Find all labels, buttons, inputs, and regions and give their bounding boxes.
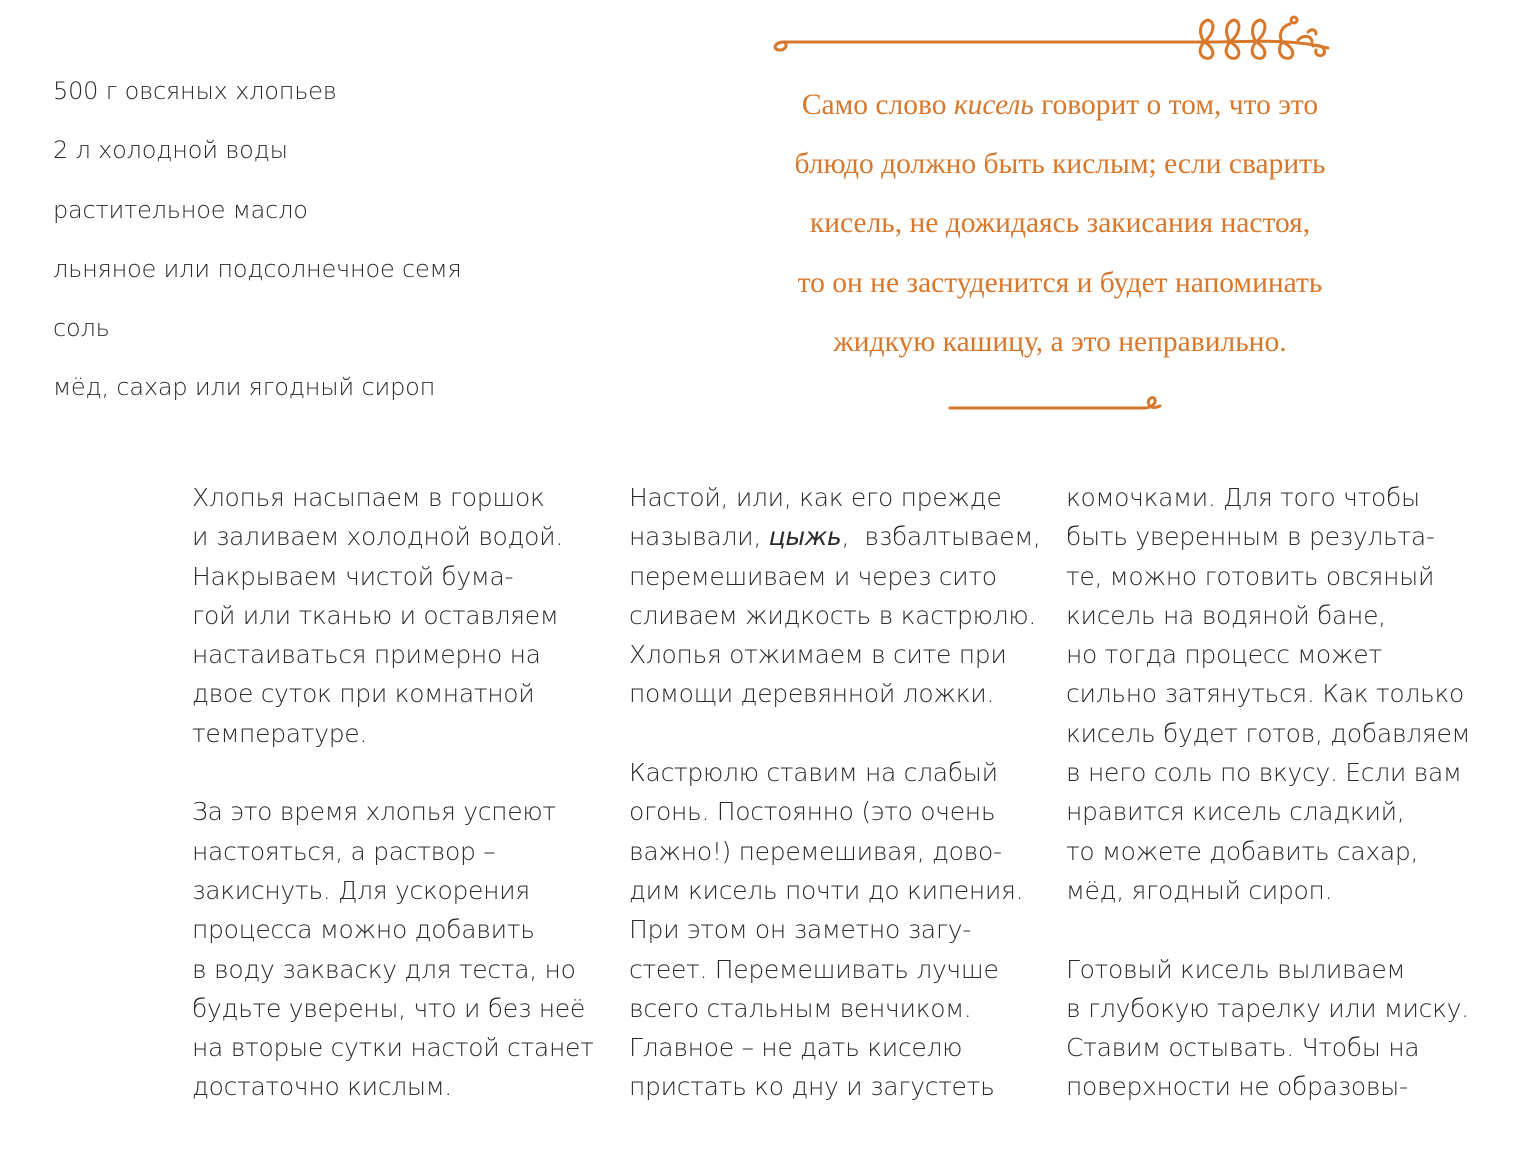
text-line: будьте уверены, что и без неё xyxy=(192,993,585,1023)
text-line: пристать ко дну и загустеть xyxy=(629,1072,995,1102)
quote-line xyxy=(760,76,1360,135)
text-line: на вторые сутки настой станет xyxy=(192,1033,594,1063)
text-line: Главное – не дать киселю xyxy=(629,1033,963,1063)
paragraph xyxy=(629,478,1039,714)
quote-line: кисель, не дожидаясь закисания настоя, xyxy=(809,207,1311,240)
text-line: кисель будет готов, добавляем xyxy=(1066,718,1471,748)
text-line: но тогда процесс может xyxy=(1066,640,1382,670)
text-line: поверхности не образовы- xyxy=(1066,1072,1408,1102)
text-line: Готовый кисель выливаем xyxy=(1066,954,1406,984)
text-line: стеет. Перемешивать лучше xyxy=(629,954,999,984)
text-fragment: , взбалтываем, xyxy=(841,522,1041,552)
text-line: закиснуть. Для ускорения xyxy=(192,875,530,905)
text-line: комочками. Для того чтобы xyxy=(1066,483,1420,512)
quote-line: блюдо должно быть кислым; если сварить xyxy=(794,148,1326,181)
quote-line: то он не застуденится и будет напоминать xyxy=(797,266,1323,299)
text-line: Хлопья отжимаем в сите при xyxy=(629,640,1007,670)
curl-line-ornament-icon xyxy=(946,394,1166,418)
text-line: в него соль по вкусу. Если вам xyxy=(1066,758,1462,788)
text-line: мёд, ягодный сироп. xyxy=(1066,875,1333,905)
text-line: кисель на водяной бане, xyxy=(1066,600,1386,630)
quote-emphasis: кисель xyxy=(953,89,1034,121)
ingredients-list xyxy=(53,62,573,418)
text-line: сильно затянуться. Как только xyxy=(1066,679,1465,709)
text-line: достаточно кислым. xyxy=(192,1072,452,1102)
ingredient-item: растительное масло xyxy=(53,195,308,224)
text-column-2 xyxy=(629,478,1039,1146)
text-line: Хлопья насыпаем в горшок xyxy=(192,483,545,512)
text-line: Накрываем чистой бума- xyxy=(192,561,514,591)
leaf-branch-ornament-icon xyxy=(768,10,1348,70)
text-emphasis: цыжь xyxy=(768,522,842,552)
quote-fragment: говорит о том, что это xyxy=(1033,89,1319,121)
text-line: нравится кисель сладкий, xyxy=(1066,797,1405,827)
text-line: За это время хлопья успеют xyxy=(192,797,556,827)
text-line: важно!) перемешивая, дово- xyxy=(629,836,1002,866)
text-line: гой или тканью и оставляем xyxy=(192,600,559,630)
paragraph xyxy=(192,792,602,1106)
text-line: быть уверенным в результа- xyxy=(1066,522,1435,552)
quote-line: жидкую кашицу, а это неправильно. xyxy=(833,325,1287,358)
text-column-3 xyxy=(1066,478,1506,1146)
ingredient-item: 500 г овсяных хлопьев xyxy=(53,77,337,105)
text-line: сливаем жидкость в кастрюлю. xyxy=(629,600,1036,630)
ingredient-item: мёд, сахар или ягодный сироп xyxy=(53,373,436,402)
text-column-1 xyxy=(192,478,602,1146)
paragraph xyxy=(1066,950,1506,1107)
text-line xyxy=(629,517,1039,556)
text-line: При этом он заметно загу- xyxy=(629,915,972,945)
text-line: то можете добавить сахар, xyxy=(1066,836,1419,866)
text-line: температуре. xyxy=(192,718,367,748)
text-line: Кастрюлю ставим на слабый xyxy=(629,758,998,788)
text-line: в глубокую тарелку или миску. xyxy=(1066,993,1469,1023)
ingredient-item: льняное или подсолнечное семя xyxy=(53,254,462,283)
text-line: всего стальным венчиком. xyxy=(629,993,972,1023)
text-line: в воду закваску для теста, но xyxy=(192,954,576,984)
paragraph xyxy=(192,478,602,753)
text-line: настояться, а раствор – xyxy=(192,836,496,866)
paragraph xyxy=(629,753,1039,1107)
text-line: перемешиваем и через сито xyxy=(629,561,997,591)
text-line: дим кисель почти до кипения. xyxy=(629,875,1024,905)
text-line: те, можно готовить овсяный xyxy=(1066,561,1435,591)
text-fragment: называли, xyxy=(629,522,769,552)
text-line: процесса можно добавить xyxy=(192,915,535,945)
quote-block xyxy=(760,10,1360,420)
quote-fragment: Само слово xyxy=(801,89,954,121)
text-line: Настой, или, как его прежде xyxy=(629,483,1002,512)
paragraph xyxy=(1066,478,1506,910)
text-line: настаиваться примерно на xyxy=(192,640,541,670)
text-line: Ставим остывать. Чтобы на xyxy=(1066,1033,1420,1063)
ingredient-item: 2 л холодной воды xyxy=(53,136,288,165)
quote-text xyxy=(760,76,1360,372)
text-line: двое суток при комнатной xyxy=(192,679,535,709)
text-line: и заливаем холодной водой. xyxy=(192,522,563,552)
ingredient-item: соль xyxy=(53,314,110,343)
text-line: огонь. Постоянно (это очень xyxy=(629,797,996,827)
text-line: помощи деревянной ложки. xyxy=(629,679,995,709)
